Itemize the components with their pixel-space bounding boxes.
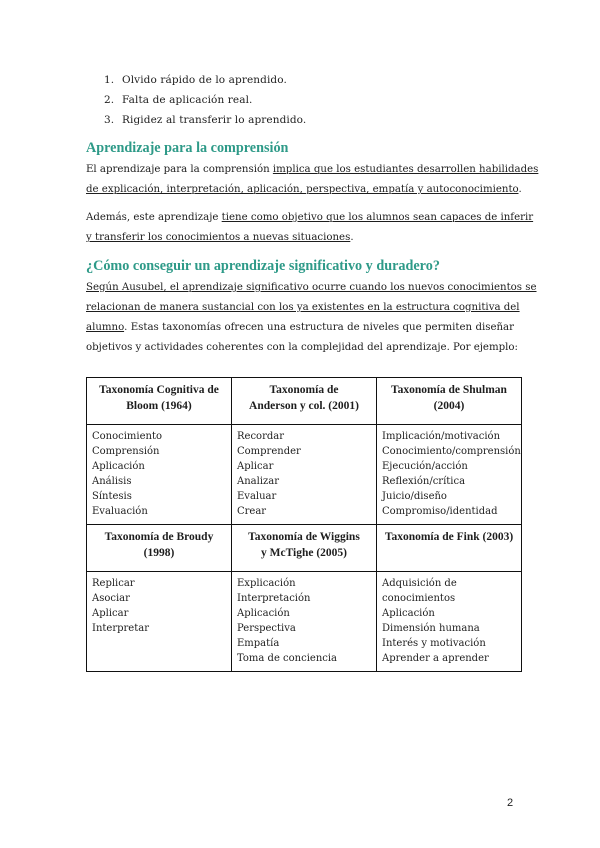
table-header-cell: Taxonomía de Anderson y col. (2001): [232, 378, 377, 425]
underlined-text: y transferir los conocimientos a nuevas situaciones: [86, 232, 351, 243]
table-cell: Adquisición de conocimientos Aplicación Dimensión humana Interés y motivación Aprender a aprender: [377, 572, 522, 672]
section-heading-significativo: ¿Cómo conseguir un aprendizaje significativo y duradero?: [86, 258, 440, 274]
underlined-text: tiene como objetivo que los alumnos sean capaces de inferir: [221, 212, 534, 223]
underlined-text: relacionan de manera sustancial con los ya existentes en la estructura cognitiva del: [86, 302, 520, 313]
table-cell: Implicación/motivación Conocimiento/comprensión Ejecución/acción Reflexión/crítica Juicio/diseño Compromiso/identidad: [377, 425, 522, 525]
list-item: 3. Rigidez al transferir lo aprendido.: [104, 114, 307, 126]
underlined-text: alumno: [86, 322, 125, 333]
table-header-cell: Taxonomía de Fink (2003): [377, 525, 522, 572]
table-cell: Recordar Comprender Aplicar Analizar Evaluar Crear: [232, 425, 377, 525]
table-row: [87, 425, 522, 525]
underlined-text: de explicación, interpretación, aplicación, perspectiva, empatía y autoconocimiento: [86, 184, 519, 195]
table-header-cell: Taxonomía de Wiggins y McTighe (2005): [232, 525, 377, 572]
underlined-text: Según Ausubel, el aprendizaje significativo ocurre cuando los nuevos conocimientos se: [86, 282, 537, 293]
table-header-cell: Taxonomía de Broudy (1998): [87, 525, 232, 572]
table-header-row: [87, 525, 522, 572]
table-cell: Explicación Interpretación Aplicación Perspectiva Empatía Toma de conciencia: [232, 572, 377, 672]
section-heading-comprension: Aprendizaje para la comprensión: [86, 140, 289, 156]
table-header-cell: Taxonomía Cognitiva de Bloom (1964): [87, 378, 232, 425]
underlined-text: implica que los estudiantes desarrollen habilidades: [272, 164, 539, 175]
list-item: 2. Falta de aplicación real.: [104, 94, 253, 106]
table-cell: Replicar Asociar Aplicar Interpretar: [87, 572, 232, 672]
paragraph-ausubel: Según Ausubel, el aprendizaje significativo ocurre cuando los nuevos conocimientos se relacionan de manera sustancial con los ya existentes en la estructura cognitiva del alumno. Estas taxonomías ofrecen una estructura de niveles que permiten diseñar objetivos y actividades coherentes con la complejidad del aprendizaje. Por ejemplo:: [86, 282, 537, 353]
table-row: [87, 572, 522, 672]
page-number: 2: [507, 797, 514, 809]
list-item: 1. Olvido rápido de lo aprendido.: [104, 74, 287, 86]
paragraph-comprension: El aprendizaje para la comprensión implica que los estudiantes desarrollen habilidades de explicación, interpretación, aplicación, perspectiva, empatía y autoconocimiento.: [86, 164, 539, 195]
table-cell: Conocimiento Comprensión Aplicación Análisis Síntesis Evaluación: [87, 425, 232, 525]
numbered-list: [104, 70, 306, 130]
table-header-cell: Taxonomía de Shulman (2004): [377, 378, 522, 425]
taxonomy-table: [86, 377, 522, 672]
table-header-row: [87, 378, 522, 425]
paragraph-objetivo: Además, este aprendizaje tiene como objetivo que los alumnos sean capaces de inferir y transferir los conocimientos a nuevas situaciones.: [86, 212, 534, 243]
